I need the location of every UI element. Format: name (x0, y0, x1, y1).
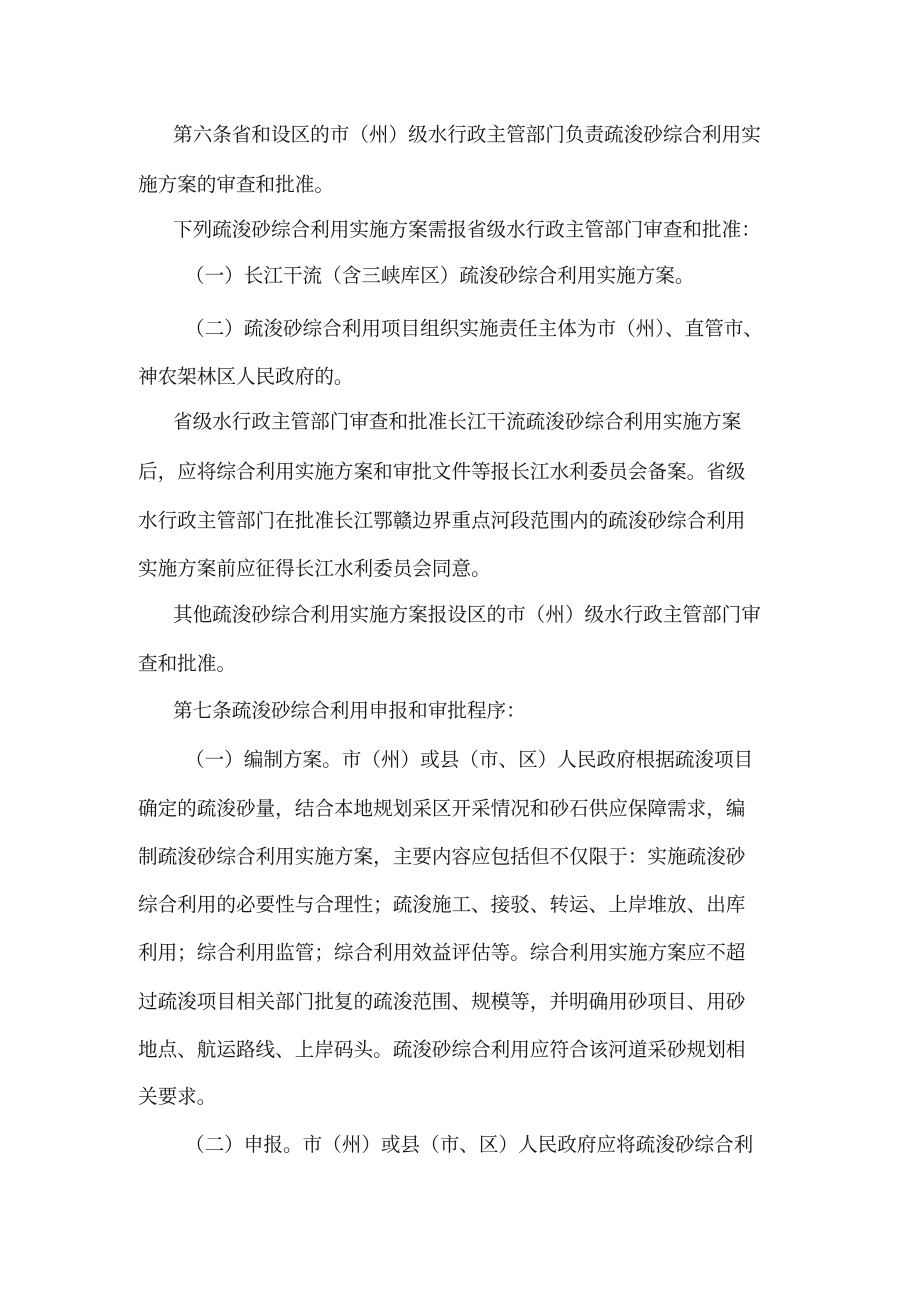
paragraph-other-line-1: 其他疏浚砂综合利用实施方案报设区的市（州）级水行政主管部门审 (173, 603, 761, 626)
step-1-line-6: 过疏浚项目相关部门批复的疏浚范围、规模等，并明确用砂项目、用砂 (138, 990, 746, 1013)
step-2-line-1: （二）申报。市（州）或县（市、区）人民政府应将疏浚砂综合利 (185, 1133, 754, 1156)
paragraph-filing-line-1: 省级水行政主管部门审查和批准长江干流疏浚砂综合利用实施方案 (173, 410, 742, 433)
article-6-line-1: 第六条省和设区的市（州）级水行政主管部门负责疏浚砂综合利用实 (173, 123, 761, 146)
paragraph-filing-line-3: 水行政主管部门在批准长江鄂赣边界重点河段范围内的疏浚砂综合利用 (138, 509, 746, 532)
article-7-heading: 第七条疏浚砂综合利用申报和审批程序： (173, 699, 526, 722)
step-1-line-1: （一）编制方案。市（州）或县（市、区）人民政府根据疏浚项目 (185, 748, 754, 771)
list-item-1: （一）长江干流（含三峡库区）疏浚砂综合利用实施方案。 (185, 264, 695, 287)
paragraph-filing-line-4: 实施方案前应征得长江水利委员会同意。 (138, 557, 491, 580)
paragraph-filing-line-2: 后，应将综合利用实施方案和审批文件等报长江水利委员会备案。省级 (138, 460, 746, 483)
step-1-line-4: 综合利用的必要性与合理性；疏浚施工、接驳、转运、上岸堆放、出库 (138, 893, 746, 916)
paragraph-review-list-intro: 下列疏浚砂综合利用实施方案需报省级水行政主管部门审查和批准： (173, 218, 761, 241)
step-1-line-8: 关要求。 (138, 1085, 217, 1108)
list-item-2-line-2: 神农架林区人民政府的。 (138, 365, 354, 388)
step-1-line-5: 利用；综合利用监管；综合利用效益评估等。综合利用实施方案应不超 (138, 941, 746, 964)
step-1-line-3: 制疏浚砂综合利用实施方案，主要内容应包括但不仅限于：实施疏浚砂 (138, 845, 746, 868)
step-1-line-7: 地点、航运路线、上岸码头。疏浚砂综合利用应符合该河道采砂规划相 (138, 1038, 746, 1061)
article-6-line-2: 施方案的审查和批准。 (138, 173, 334, 196)
step-1-line-2: 确定的疏浚砂量，结合本地规划采区开采情况和砂石供应保障需求，编 (138, 797, 746, 820)
list-item-2-line-1: （二）疏浚砂综合利用项目组织实施责任主体为市（州）、直管市、 (185, 317, 764, 340)
paragraph-other-line-2: 查和批准。 (138, 652, 236, 675)
